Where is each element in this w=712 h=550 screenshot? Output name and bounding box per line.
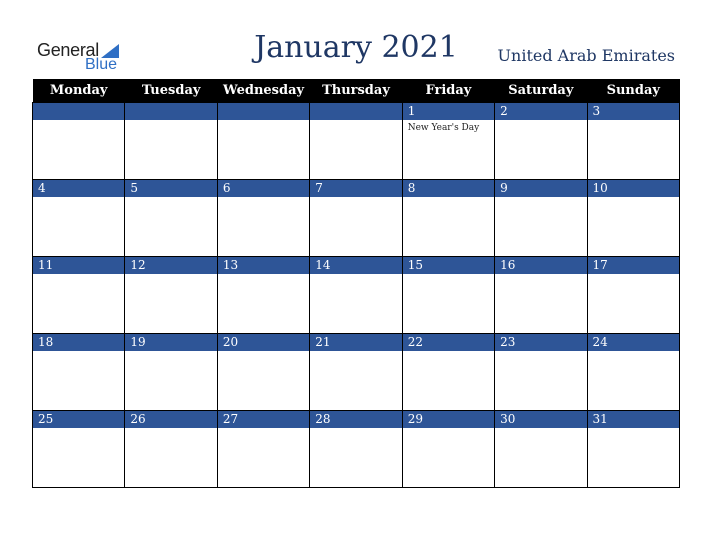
day-number: 19 [125, 334, 216, 351]
day-number: 7 [310, 180, 401, 197]
day-cell[interactable] [310, 103, 402, 180]
weekday-tuesday: Tuesday [125, 79, 217, 103]
day-number: 18 [33, 334, 124, 351]
weekday-monday: Monday [33, 79, 125, 103]
day-cell[interactable] [402, 180, 494, 257]
day-number: 12 [125, 257, 216, 274]
day-cell[interactable] [587, 411, 679, 488]
week-row [33, 411, 680, 488]
day-cell[interactable] [33, 180, 125, 257]
day-number: 13 [218, 257, 309, 274]
day-number [218, 103, 309, 120]
day-number: 23 [495, 334, 586, 351]
calendar-body [33, 103, 680, 488]
day-cell[interactable] [217, 180, 309, 257]
day-cell[interactable] [495, 334, 587, 411]
day-cell[interactable] [495, 411, 587, 488]
day-number: 2 [495, 103, 586, 120]
weekday-sunday: Sunday [587, 79, 679, 103]
day-number: 20 [218, 334, 309, 351]
day-number: 28 [310, 411, 401, 428]
week-row [33, 180, 680, 257]
day-number: 17 [588, 257, 679, 274]
day-cell[interactable] [587, 334, 679, 411]
calendar-title: January 2021 [254, 30, 458, 65]
day-cell[interactable] [310, 180, 402, 257]
calendar-grid [32, 79, 680, 488]
holiday-label: New Year's Day [407, 123, 480, 133]
week-row [33, 257, 680, 334]
weekday-saturday: Saturday [495, 79, 587, 103]
day-number: 8 [403, 180, 494, 197]
day-cell[interactable] [495, 257, 587, 334]
day-cell[interactable] [125, 257, 217, 334]
day-cell[interactable] [125, 334, 217, 411]
day-cell[interactable] [125, 180, 217, 257]
day-number: 21 [310, 334, 401, 351]
weekday-header-row [33, 79, 680, 103]
day-number [33, 103, 124, 120]
week-row [33, 334, 680, 411]
day-cell[interactable] [310, 411, 402, 488]
day-number: 11 [33, 257, 124, 274]
day-cell[interactable] [495, 103, 587, 180]
day-number: 15 [403, 257, 494, 274]
day-cell[interactable] [495, 180, 587, 257]
day-cell[interactable] [33, 411, 125, 488]
day-number: 25 [33, 411, 124, 428]
day-cell[interactable] [125, 411, 217, 488]
day-cell[interactable] [33, 334, 125, 411]
day-number: 5 [125, 180, 216, 197]
day-cell[interactable] [587, 180, 679, 257]
day-number: 22 [403, 334, 494, 351]
weekday-wednesday: Wednesday [217, 79, 309, 103]
day-cell[interactable] [402, 103, 494, 180]
weekday-friday: Friday [402, 79, 494, 103]
day-number: 3 [588, 103, 679, 120]
day-number: 16 [495, 257, 586, 274]
day-cell[interactable] [587, 257, 679, 334]
day-cell[interactable] [587, 103, 679, 180]
logo-word-blue: Blue [85, 56, 118, 73]
country-label: United Arab Emirates [497, 46, 675, 65]
day-number: 9 [495, 180, 586, 197]
day-number: 4 [33, 180, 124, 197]
day-cell[interactable] [310, 334, 402, 411]
day-number: 29 [403, 411, 494, 428]
day-number [125, 103, 216, 120]
day-cell[interactable] [217, 411, 309, 488]
day-cell[interactable] [310, 257, 402, 334]
day-number: 10 [588, 180, 679, 197]
day-cell[interactable] [402, 411, 494, 488]
day-number: 6 [218, 180, 309, 197]
logo-word-general: General [37, 40, 99, 60]
day-cell[interactable] [217, 334, 309, 411]
day-cell[interactable] [217, 257, 309, 334]
day-number: 31 [588, 411, 679, 428]
day-number: 30 [495, 411, 586, 428]
week-row [33, 103, 680, 180]
day-number: 24 [588, 334, 679, 351]
day-cell[interactable] [402, 257, 494, 334]
day-number: 14 [310, 257, 401, 274]
day-number: 1 [403, 103, 494, 120]
day-number: 27 [218, 411, 309, 428]
day-cell[interactable] [402, 334, 494, 411]
day-cell[interactable] [33, 103, 125, 180]
day-number [310, 103, 401, 120]
day-number: 26 [125, 411, 216, 428]
day-cell[interactable] [125, 103, 217, 180]
day-cell[interactable] [217, 103, 309, 180]
day-cell[interactable] [33, 257, 125, 334]
weekday-thursday: Thursday [310, 79, 402, 103]
